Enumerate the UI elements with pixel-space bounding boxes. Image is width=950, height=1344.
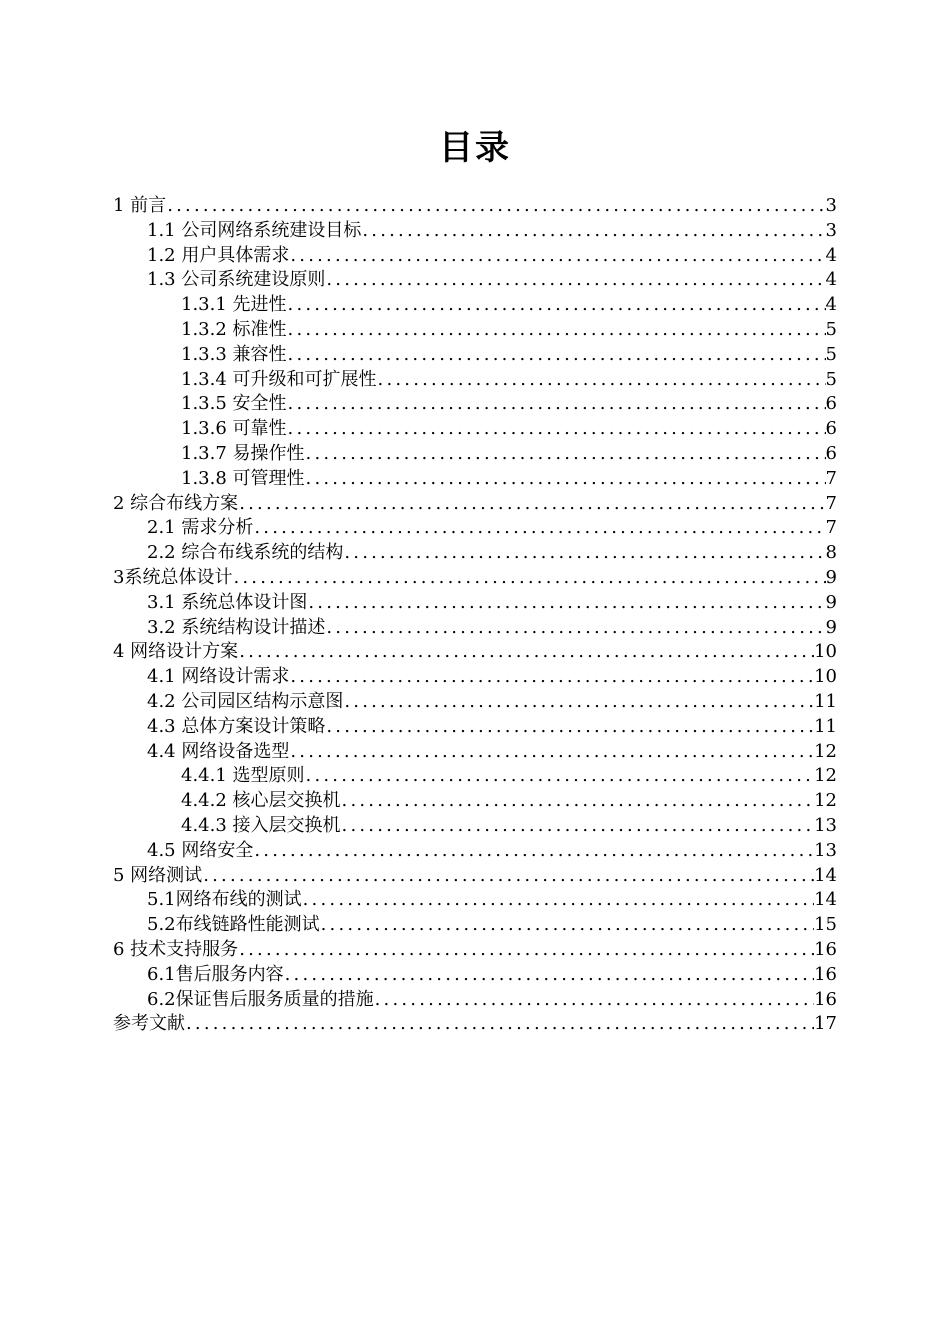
toc-entry-label: 4.4 网络设备选型 xyxy=(147,740,290,762)
toc-entry[interactable] xyxy=(113,244,837,269)
toc-entry-label: 6.2保证售后服务质量的措施 xyxy=(147,988,374,1010)
toc-dot-leader xyxy=(341,814,815,839)
toc-entry[interactable] xyxy=(113,417,837,442)
toc-entry[interactable] xyxy=(113,194,837,219)
toc-dot-leader xyxy=(238,938,814,963)
toc-entry-page-number: 3 xyxy=(825,219,837,241)
toc-dot-leader xyxy=(185,1012,814,1037)
toc-entry[interactable] xyxy=(113,293,837,318)
toc-entry-label: 1.3.5 安全性 xyxy=(181,393,287,415)
toc-entry[interactable] xyxy=(113,640,837,665)
toc-entry-label: 4.1 网络设计需求 xyxy=(147,666,290,688)
toc-entry[interactable] xyxy=(113,442,837,467)
toc-entry-page-number: 12 xyxy=(814,740,837,762)
toc-entry-label: 4.3 总体方案设计策略 xyxy=(147,715,326,737)
toc-entry-page-number: 4 xyxy=(825,244,837,266)
toc-entry-label: 2.1 需求分析 xyxy=(147,517,254,539)
toc-entry-label: 1.2 用户具体需求 xyxy=(147,244,290,266)
toc-dot-leader xyxy=(377,368,826,393)
toc-dot-leader xyxy=(202,864,814,889)
toc-dot-leader xyxy=(374,988,814,1013)
toc-entry-label: 4 网络设计方案 xyxy=(113,641,239,663)
toc-dot-leader xyxy=(284,963,814,988)
toc-entry-page-number: 17 xyxy=(814,1013,837,1035)
toc-entry-page-number: 4 xyxy=(825,294,837,316)
toc-dot-leader xyxy=(320,913,814,938)
toc-dot-leader xyxy=(325,268,825,293)
toc-entry[interactable] xyxy=(113,888,837,913)
toc-entry[interactable] xyxy=(113,963,837,988)
toc-entry-label: 1.3.7 易操作性 xyxy=(181,442,305,464)
toc-dot-leader xyxy=(305,764,815,789)
toc-dot-leader xyxy=(341,789,815,814)
toc-entry[interactable] xyxy=(113,690,837,715)
toc-dot-leader xyxy=(305,467,826,492)
toc-entry[interactable] xyxy=(113,591,837,616)
toc-entry-page-number: 9 xyxy=(825,566,837,588)
toc-entry-page-number: 6 xyxy=(825,393,837,415)
toc-entry-label: 4.2 公司园区结构示意图 xyxy=(147,690,344,712)
toc-entry-page-number: 12 xyxy=(814,765,837,787)
toc-dot-leader xyxy=(238,640,814,665)
toc-dot-leader xyxy=(253,516,825,541)
toc-entry[interactable] xyxy=(113,467,837,492)
page-title: 目录 xyxy=(439,128,511,168)
toc-entry-page-number: 9 xyxy=(825,591,837,613)
toc-dot-leader xyxy=(166,194,825,219)
toc-entry-label: 4.4.3 接入层交换机 xyxy=(181,814,341,836)
toc-dot-leader xyxy=(238,492,825,517)
toc-entry[interactable] xyxy=(113,268,837,293)
toc-entry[interactable] xyxy=(113,988,837,1013)
toc-dot-leader xyxy=(307,591,825,616)
toc-entry-page-number: 16 xyxy=(814,988,837,1010)
toc-entry[interactable] xyxy=(113,1012,837,1037)
toc-entry-label: 1.3 公司系统建设原则 xyxy=(147,269,326,291)
toc-entry-page-number: 10 xyxy=(814,666,837,688)
toc-entry-label: 5.2布线链路性能测试 xyxy=(147,914,320,936)
toc-dot-leader xyxy=(287,318,826,343)
toc-entry-page-number: 7 xyxy=(825,492,837,514)
toc-entry-page-number: 7 xyxy=(825,467,837,489)
toc-entry-label: 1 前言 xyxy=(113,195,167,216)
toc-entry-page-number: 5 xyxy=(825,318,837,340)
toc-entry[interactable] xyxy=(113,864,837,889)
toc-entry-label: 1.3.1 先进性 xyxy=(181,294,287,316)
toc-entry-label: 6.1售后服务内容 xyxy=(147,963,284,985)
toc-entry[interactable] xyxy=(113,789,837,814)
toc-entry-page-number: 11 xyxy=(814,715,837,737)
toc-entry-label: 4.4.2 核心层交换机 xyxy=(181,790,341,812)
toc-entry-label: 4.4.1 选型原则 xyxy=(181,765,305,787)
toc-entry-page-number: 14 xyxy=(814,889,837,911)
toc-dot-leader xyxy=(325,715,814,740)
toc-entry-page-number: 16 xyxy=(814,963,837,985)
toc-entry[interactable] xyxy=(113,566,837,591)
toc-entry-label: 1.1 公司网络系统建设目标 xyxy=(147,219,362,241)
toc-dot-leader xyxy=(232,566,825,591)
toc-entry[interactable] xyxy=(113,343,837,368)
toc-dot-leader xyxy=(343,690,814,715)
toc-entry[interactable] xyxy=(113,219,837,244)
toc-entry-label: 6 技术支持服务 xyxy=(113,938,239,960)
toc-entry-label: 1.3.6 可靠性 xyxy=(181,418,287,440)
toc-entry-page-number: 13 xyxy=(814,839,837,861)
toc-entry-page-number: 6 xyxy=(825,418,837,440)
toc-dot-leader xyxy=(287,417,826,442)
toc-entry-label: 3系统总体设计 xyxy=(113,566,233,588)
toc-entry[interactable] xyxy=(113,616,837,641)
toc-entry-label: 1.3.4 可升级和可扩展性 xyxy=(181,368,377,390)
toc-dot-leader xyxy=(287,293,826,318)
toc-entry-label: 1.3.2 标准性 xyxy=(181,318,287,340)
toc-dot-leader xyxy=(289,665,814,690)
toc-entry-page-number: 6 xyxy=(825,442,837,464)
toc-dot-leader xyxy=(253,839,814,864)
toc-entry[interactable] xyxy=(113,492,837,517)
toc-entry-label: 2.2 综合布线系统的结构 xyxy=(147,542,344,564)
toc-entry[interactable] xyxy=(113,368,837,393)
toc-dot-leader xyxy=(343,541,825,566)
toc-dot-leader xyxy=(289,244,825,269)
toc-entry[interactable] xyxy=(113,665,837,690)
toc-entry[interactable] xyxy=(113,814,837,839)
table-of-contents xyxy=(113,194,837,1037)
toc-entry-label: 5 网络测试 xyxy=(113,864,203,886)
toc-dot-leader xyxy=(325,616,825,641)
toc-entry-label: 3.2 系统结构设计描述 xyxy=(147,616,326,638)
toc-entry[interactable] xyxy=(113,392,837,417)
toc-entry-page-number: 13 xyxy=(814,814,837,836)
toc-entry-label: 1.3.8 可管理性 xyxy=(181,467,305,489)
toc-entry-page-number: 16 xyxy=(814,938,837,960)
toc-entry-page-number: 10 xyxy=(814,641,837,663)
toc-entry-page-number: 3 xyxy=(825,195,837,216)
toc-entry[interactable] xyxy=(113,715,837,740)
toc-entry-page-number: 12 xyxy=(814,790,837,812)
toc-entry-page-number: 15 xyxy=(814,914,837,936)
toc-entry-label: 5.1网络布线的测试 xyxy=(147,889,302,911)
toc-entry-page-number: 7 xyxy=(825,517,837,539)
toc-entry-label: 参考文献 xyxy=(113,1013,185,1035)
toc-dot-leader xyxy=(305,442,826,467)
toc-entry[interactable] xyxy=(113,913,837,938)
toc-dot-leader xyxy=(287,392,826,417)
toc-entry[interactable] xyxy=(113,839,837,864)
toc-entry-page-number: 5 xyxy=(825,368,837,390)
toc-entry-page-number: 11 xyxy=(814,690,837,712)
toc-entry-label: 2 综合布线方案 xyxy=(113,492,239,514)
toc-entry[interactable] xyxy=(113,541,837,566)
toc-entry-page-number: 4 xyxy=(825,269,837,291)
toc-entry-page-number: 5 xyxy=(825,343,837,365)
toc-entry-label: 3.1 系统总体设计图 xyxy=(147,591,308,613)
toc-entry-label: 1.3.3 兼容性 xyxy=(181,343,287,365)
toc-entry-label: 4.5 网络安全 xyxy=(147,839,254,861)
toc-entry[interactable] xyxy=(113,516,837,541)
toc-entry[interactable] xyxy=(113,740,837,765)
toc-dot-leader xyxy=(289,740,814,765)
toc-dot-leader xyxy=(287,343,826,368)
toc-entry-page-number: 9 xyxy=(825,616,837,638)
toc-entry-page-number: 14 xyxy=(814,864,837,886)
toc-dot-leader xyxy=(302,888,814,913)
toc-entry-page-number: 8 xyxy=(825,542,837,564)
toc-entry[interactable] xyxy=(113,764,837,789)
toc-entry[interactable] xyxy=(113,938,837,963)
toc-dot-leader xyxy=(361,219,825,244)
toc-entry[interactable] xyxy=(113,318,837,343)
